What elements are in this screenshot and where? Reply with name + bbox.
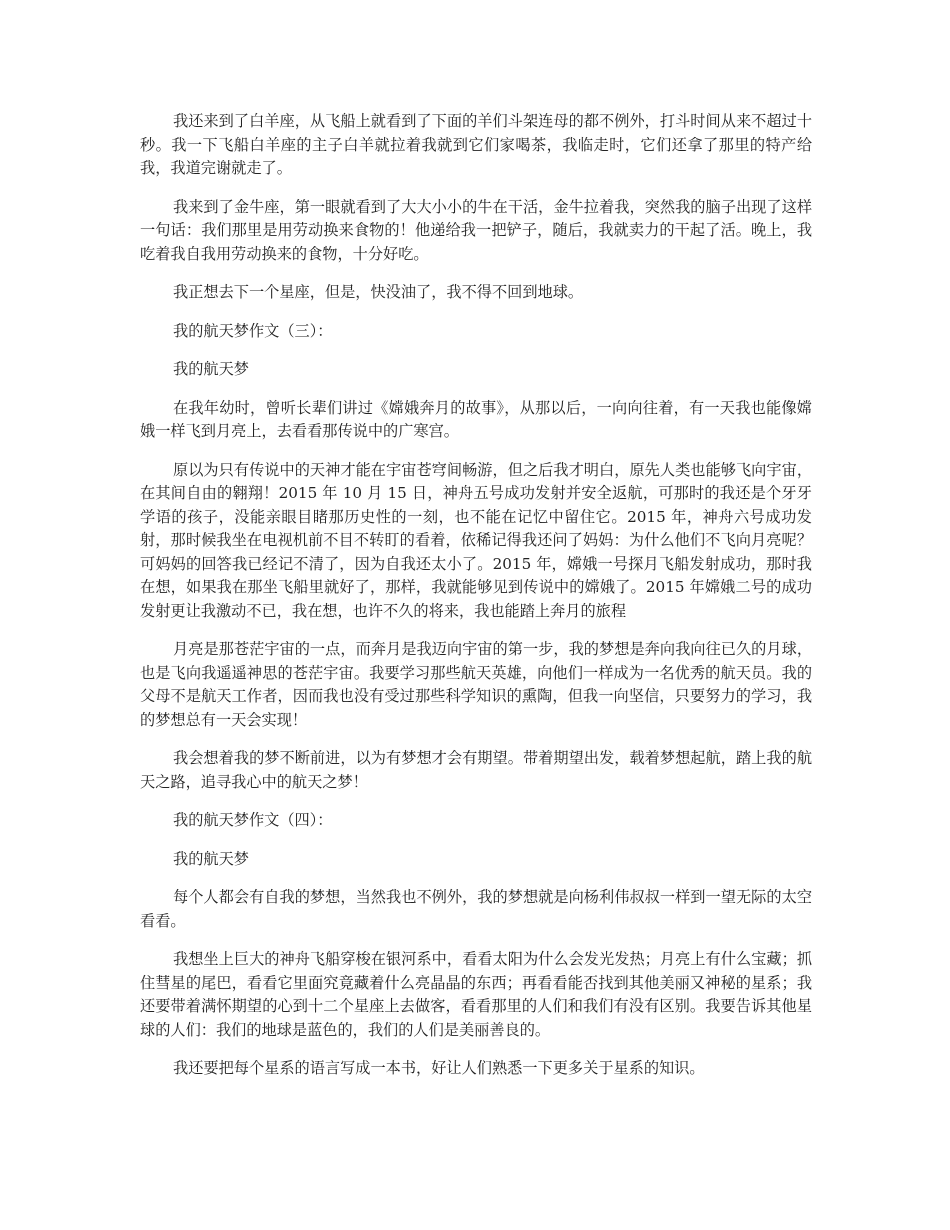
- essay-heading-three: 我的航天梦作文（三）：: [173, 321, 333, 340]
- essay-heading-four: 我的航天梦作文（四）：: [173, 811, 333, 829]
- paragraph-spaceflight-history: 原以为只有传说中的天神才能在宇宙苍穹间畅游，但之后我才明白，原先人类也能够飞向宇宙，在其间自由的翱翔！2015 年 10 月 15 日，神舟五号成功发射并安全返航，可那时的我还是个牙牙学语的孩子，没能亲眼目睹那历史性的一刻，也不能在记忆中留住它。2015 年，神舟六号成功发射，那时候我坐在电视机前不目不转盯的看着，依稀记得我还问了妈妈：为什么他们不飞向月亮呢？可妈妈的回答我已经记不清了，因为自我还太小了。2015 年，嫦娥一号探月飞船发射成功，那时我在想，如果我在那坐飞船里就好了，那样，我就能够见到传说中的嫦娥了。2015 年嫦娥二号的成功发射更让我激动不已，我在想，也许不久的将来，我也能踏上奔月的旅程: [140, 460, 812, 620]
- essay-title-three: 我的航天梦: [173, 360, 249, 378]
- paragraph-golden-bull: 我来到了金牛座，第一眼就看到了大大小小的牛在干活，金牛拉着我，突然我的脑子出现了这样一句话：我们那里是用劳动换来食物的！他递给我一把铲子，随后，我就卖力的干起了活。晚上，我吃着我自我用劳动换来的食物，十分好吃。: [140, 197, 812, 263]
- paragraph-pursue-dream: 我会想着我的梦不断前进，以为有梦想才会有期望。带着期望出发，载着梦想起航，踏上我的航天之路，追寻我心中的航天之梦！: [140, 749, 812, 791]
- paragraph-moon-dream: 月亮是那苍茫宇宙的一点，而奔月是我迈向宇宙的第一步，我的梦想是奔向我向往已久的月球，也是飞向我遥遥神思的苍茫宇宙。我要学习那些航天英雄，向他们一样成为一名优秀的航天员。我的父母不是航天工作者，因而我也没有受过那些科学知识的熏陶，但我一向坚信，只要努力的学习，我的梦想总有一天会实现！: [140, 640, 812, 729]
- paragraph-childhood: 在我年幼时，曾听长辈们讲过《嫦娥奔月的故事》，从那以后，一向向往着，有一天我也能像嫦娥一样飞到月亮上，去看看那传说中的广寒宫。: [140, 398, 812, 440]
- paragraph-write-book: 我还要把每个星系的语言写成一本书，好让人们熟悉一下更多关于星系的知识。: [173, 1059, 705, 1077]
- document-page: [140, 110, 812, 1096]
- paragraph-galaxy-travel: 我想坐上巨大的神舟飞船穿梭在银河系中，看看太阳为什么会发光发热；月亮上有什么宝藏；抓住彗星的尾巴，看看它里面究竟藏着什么亮晶晶的东西；再看看能否找到其他美丽又神秘的星系；我还要带着满怀期望的心到十二个星座上去做客，看看那里的人们和我们有没有区别。我要告诉其他星球的人们：我们的地球是蓝色的，我们的人们是美丽善良的。: [140, 950, 812, 1039]
- paragraph-everyone-dream: 每个人都会有自我的梦想，当然我也不例外，我的梦想就是向杨利伟叔叔一样到一望无际的太空看看。: [140, 888, 812, 930]
- essay-title-four: 我的航天梦: [173, 849, 249, 868]
- paragraph-white-ram: 我还来到了白羊座，从飞船上就看到了下面的羊们斗架连母的都不例外，打斗时间从来不超过十秒。我一下飞船白羊座的主子白羊就拉着我就到它们家喝茶，我临走时，它们还拿了那里的特产给我，我道完谢就走了。: [140, 112, 812, 177]
- paragraph-return-earth: 我正想去下一个星座，但是，快没油了，我不得不回到地球。: [173, 283, 584, 301]
